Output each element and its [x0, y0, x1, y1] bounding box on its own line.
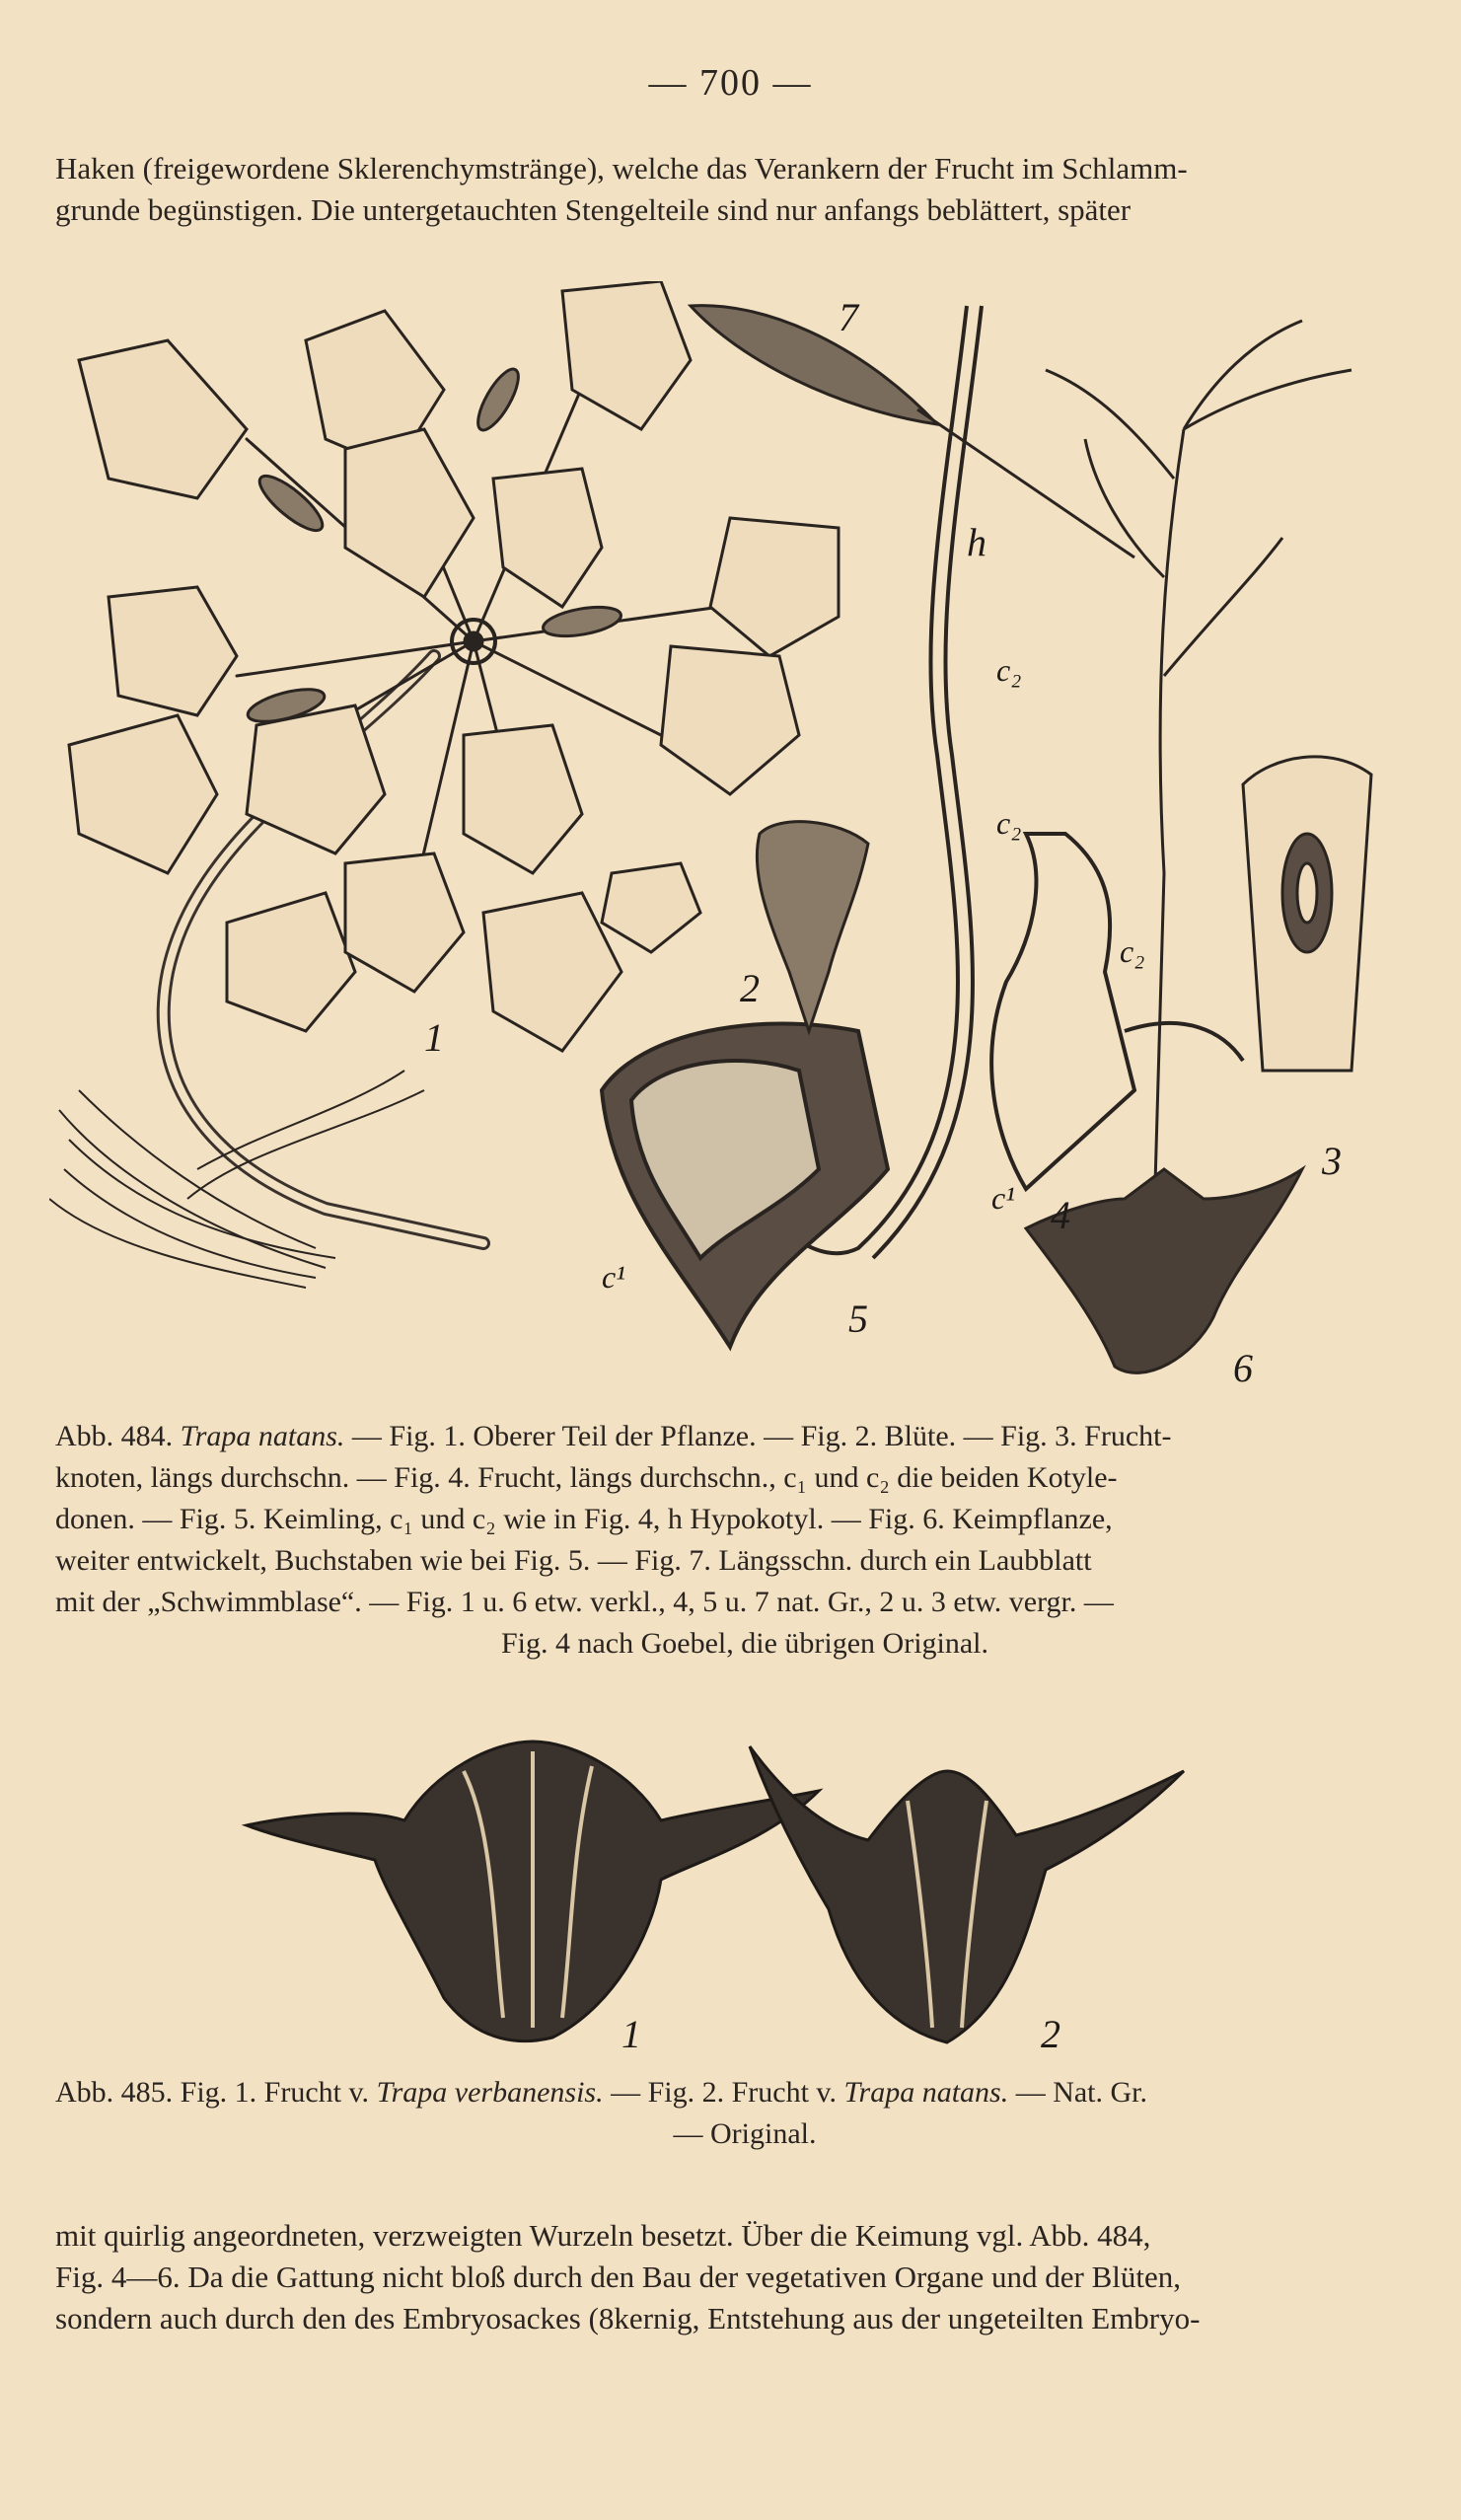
caption-line: weiter entwickelt, Buchstaben wie bei Fig. 5. — Fig. 7. Längsschn. durch ein Laubblatt [55, 1544, 1092, 1577]
caption-line [55, 2072, 1434, 2113]
paragraph-line: mit quirlig angeordneten, verzweigten Wurzeln besetzt. Über die Keimung vgl. Abb. 484, [55, 2218, 1151, 2253]
figure-label: c¹ [602, 1259, 625, 1295]
paragraph-line: Haken (freigewordene Sklerenchymstränge), welche das Verankern der Frucht im Schlamm- [55, 151, 1188, 185]
caption-line: Fig. 4 nach Goebel, die übrigen Original. [500, 1627, 989, 1660]
species-name: Trapa natans. [843, 2076, 1009, 2109]
caption-line [55, 1416, 1434, 1457]
caption-line: — Original. [673, 2117, 817, 2150]
caption-text: — Fig. 1. Oberer Teil der Pflanze. — Fig. 2. Blüte. — Fig. 3. Frucht- [344, 1420, 1172, 1452]
caption-prefix: Abb. 485. Fig. 1. Frucht v. [55, 2076, 377, 2109]
top-paragraph [55, 148, 1434, 231]
figure-label: h [967, 520, 986, 564]
figure-label: 6 [1233, 1346, 1253, 1390]
figure-label: 1 [424, 1015, 444, 1060]
species-name: Trapa verbanensis. [376, 2076, 604, 2109]
caption-line: mit der „Schwimmblase“. — Fig. 1 u. 6 etw. verkl., 4, 5 u. 7 nat. Gr., 2 u. 3 etw. vergr. — [55, 1586, 1114, 1618]
figure-label: c₂ [996, 652, 1022, 688]
figure-484-illustration [49, 281, 1430, 1406]
caption-text: — Fig. 2. Frucht v. [603, 2076, 844, 2109]
figure-label: c₂ [996, 805, 1022, 841]
figure-label: c¹ [991, 1180, 1015, 1216]
paragraph-line: sondern auch durch den des Embryosackes (8kernig, Entstehung aus der ungeteilten Embryo- [55, 2301, 1201, 2335]
figure-label: 7 [839, 295, 858, 339]
figure-485-illustration [237, 1712, 1223, 2067]
figure-label: 3 [1322, 1139, 1342, 1183]
caption-text: — Nat. Gr. [1008, 2076, 1148, 2109]
figure-label: 5 [848, 1297, 868, 1341]
bottom-paragraph [55, 2215, 1434, 2339]
figure-label: c₂ [1120, 933, 1145, 969]
figure-label: 2 [740, 966, 760, 1010]
caption-prefix: Abb. 484. [55, 1420, 181, 1452]
paragraph-line: grunde begünstigen. Die untergetauchten Stengelteile sind nur anfangs beblättert, später [55, 192, 1132, 227]
figure-485-caption [55, 2072, 1434, 2155]
caption-line: donen. — Fig. 5. Keimling, c₁ und c₂ wie in Fig. 4, h Hypokotyl. — Fig. 6. Keimpflanze, [55, 1503, 1113, 1535]
figure-label: 2 [1041, 2012, 1060, 2056]
page-number: — 700 — [648, 62, 813, 104]
species-name: Trapa natans. [180, 1420, 345, 1452]
figure-label: 4 [1051, 1193, 1070, 1237]
paragraph-line: Fig. 4—6. Da die Gattung nicht bloß durch den Bau der vegetativen Organe und der Blüten, [55, 2260, 1181, 2294]
caption-line: knoten, längs durchschn. — Fig. 4. Frucht, längs durchschn., c₁ und c₂ die beiden Kotyle- [55, 1461, 1118, 1494]
figure-484-caption [55, 1416, 1434, 1665]
figure-label: 1 [621, 2012, 641, 2056]
